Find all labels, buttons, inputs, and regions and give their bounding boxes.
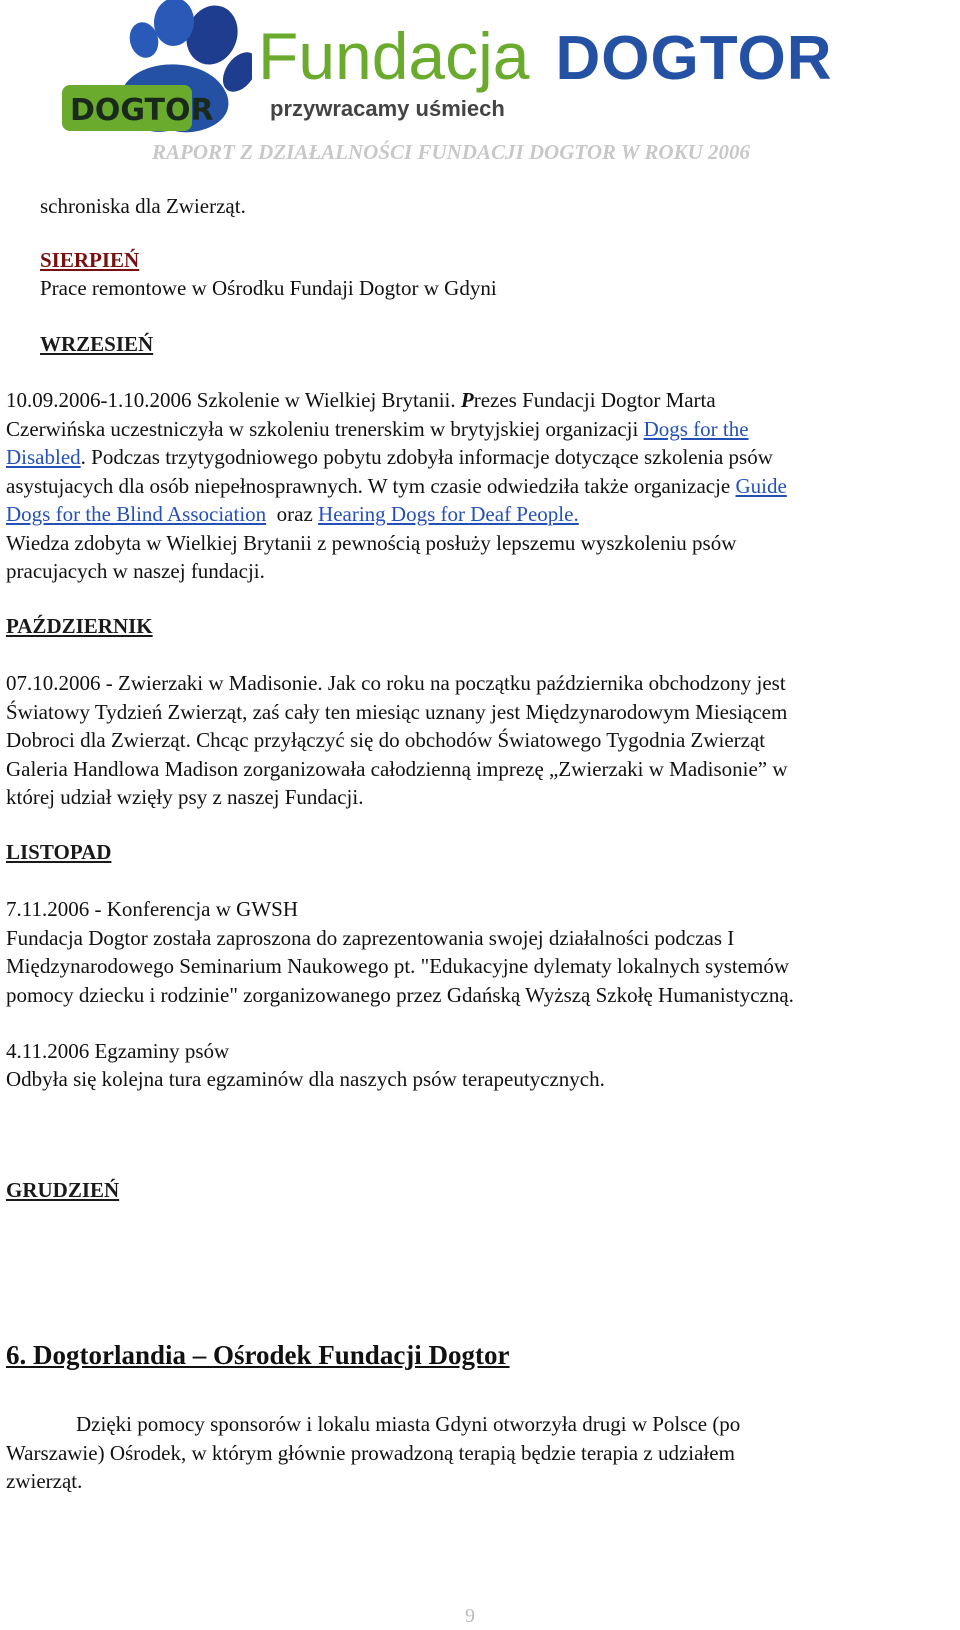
- wrzesien-l1a: 10.09.2006-1.10.2006 Szkolenie w Wielkiej Brytanii.: [6, 388, 461, 412]
- listopad-event2-line-1: Odbyła się kolejna tura egzaminów dla naszych psów terapeutycznych.: [6, 1067, 605, 1091]
- heading-wrzesien: WRZESIEŃ: [40, 332, 154, 356]
- wrzesien-line-2: [6, 415, 749, 444]
- wrzesien-line-4: [6, 472, 787, 501]
- link-dogs-for-the-disabled[interactable]: Dogs for the: [643, 417, 749, 441]
- section-6-title: 6. Dogtorlandia – Ośrodek Fundacji Dogtor: [6, 1340, 510, 1370]
- dogtor-paw-logo: [62, 0, 252, 140]
- listopad-event1-line-1: Fundacja Dogtor została zaproszona do zaprezentowania swojej działalności podczas I: [6, 926, 735, 950]
- heading-pazdziernik: PAŹDZIERNIK: [6, 614, 153, 638]
- report-running-header: RAPORT Z DZIAŁALNOŚCI FUNDACJI DOGTOR W ROKU 2006: [152, 140, 751, 164]
- heading-sierpien: SIERPIEŃ: [40, 248, 140, 272]
- listopad-event1-date: 7.11.2006 - Konferencja w GWSH: [6, 897, 298, 921]
- section-6-line-1: Dzięki pomocy sponsorów i lokalu miasta Gdyni otworzyła drugi w Polsce (po: [76, 1412, 741, 1436]
- wrzesien-l3b: . Podczas trzytygodniowego pobytu zdobyła informacje dotyczące szkolenia psów: [80, 445, 773, 469]
- section-6-line-3: zwierząt.: [6, 1469, 83, 1493]
- link-guide-dogs-blind-association[interactable]: Dogs for the Blind Association: [6, 502, 267, 526]
- logo-title-dogtor: DOGTOR: [555, 24, 833, 93]
- heading-listopad: LISTOPAD: [6, 840, 112, 864]
- listopad-event1-line-2: Międzynarodowego Seminarium Naukowego pt. "Edukacyjne dylematy lokalnych systemów: [6, 954, 790, 978]
- wrzesien-line-5: [6, 500, 579, 529]
- page-number: 9: [465, 1605, 475, 1627]
- pazdziernik-line-4: Galeria Handlowa Madison zorganizowała całodzienną imprezę „Zwierzaki w Madisonie” w: [6, 757, 788, 781]
- wrzesien-l5-mid: oraz: [266, 502, 319, 526]
- link-guide[interactable]: Guide: [735, 474, 787, 498]
- link-hearing-dogs[interactable]: Hearing Dogs for Deaf People.: [318, 502, 579, 526]
- pazdziernik-line-5: której udział wzięły psy z naszej Fundacji.: [6, 785, 364, 809]
- pazdziernik-line-1: 07.10.2006 - Zwierzaki w Madisonie. Jak co roku na początku października obchodzony jest: [6, 671, 786, 695]
- heading-grudzien: GRUDZIEŃ: [6, 1178, 120, 1202]
- wrzesien-l4a: asystujacych dla osób niepełnosprawnych. W tym czasie odwiedziła także organizacje: [6, 474, 736, 498]
- link-disabled[interactable]: Disabled: [6, 445, 81, 469]
- sierpien-text: Prace remontowe w Ośrodku Fundaji Dogtor w Gdyni: [40, 276, 497, 300]
- pazdziernik-line-2: Światowy Tydzień Zwierząt, zaś cały ten miesiąc uznany jest Międzynarodowym Miesiącem: [6, 700, 788, 724]
- wrzesien-l2a: Czerwińska uczestniczyła w szkoleniu trenerskim w brytyjskiej organizacji: [6, 417, 644, 441]
- wrzesien-l1c: rezes Fundacji Dogtor Marta: [473, 388, 716, 412]
- pazdziernik-line-3: Dobroci dla Zwierząt. Chcąc przyłączyć się do obchodów Światowego Tygodnia Zwierząt: [6, 728, 766, 752]
- logo-tagline: przywracamy uśmiech: [270, 96, 505, 121]
- wrzesien-l1b: P: [460, 388, 474, 412]
- listopad-event2-date: 4.11.2006 Egzaminy psów: [6, 1039, 230, 1063]
- wrzesien-line-6: Wiedza zdobyta w Wielkiej Brytanii z pewnością posłuży lepszemu wyszkoleniu psów: [6, 531, 737, 555]
- wrzesien-line-3: [6, 443, 773, 472]
- logo-title: [258, 18, 833, 94]
- wrzesien-line-1: [6, 386, 716, 415]
- logo-title-fundacja: Fundacja: [258, 19, 530, 93]
- listopad-event1-line-3: pomocy dziecku i rodzinie" zorganizowanego przez Gdańską Wyższą Szkołę Humanistyczną.: [6, 983, 794, 1007]
- section-6-line-2: Warszawie) Ośrodek, w którym głównie prowadzoną terapią będzie terapia z udziałem: [6, 1441, 735, 1465]
- logo-badge-text: DOGTOR: [70, 93, 214, 128]
- wrzesien-line-7: pracujacych w naszej fundacji.: [6, 559, 265, 583]
- intro-line: schroniska dla Zwierząt.: [40, 194, 246, 218]
